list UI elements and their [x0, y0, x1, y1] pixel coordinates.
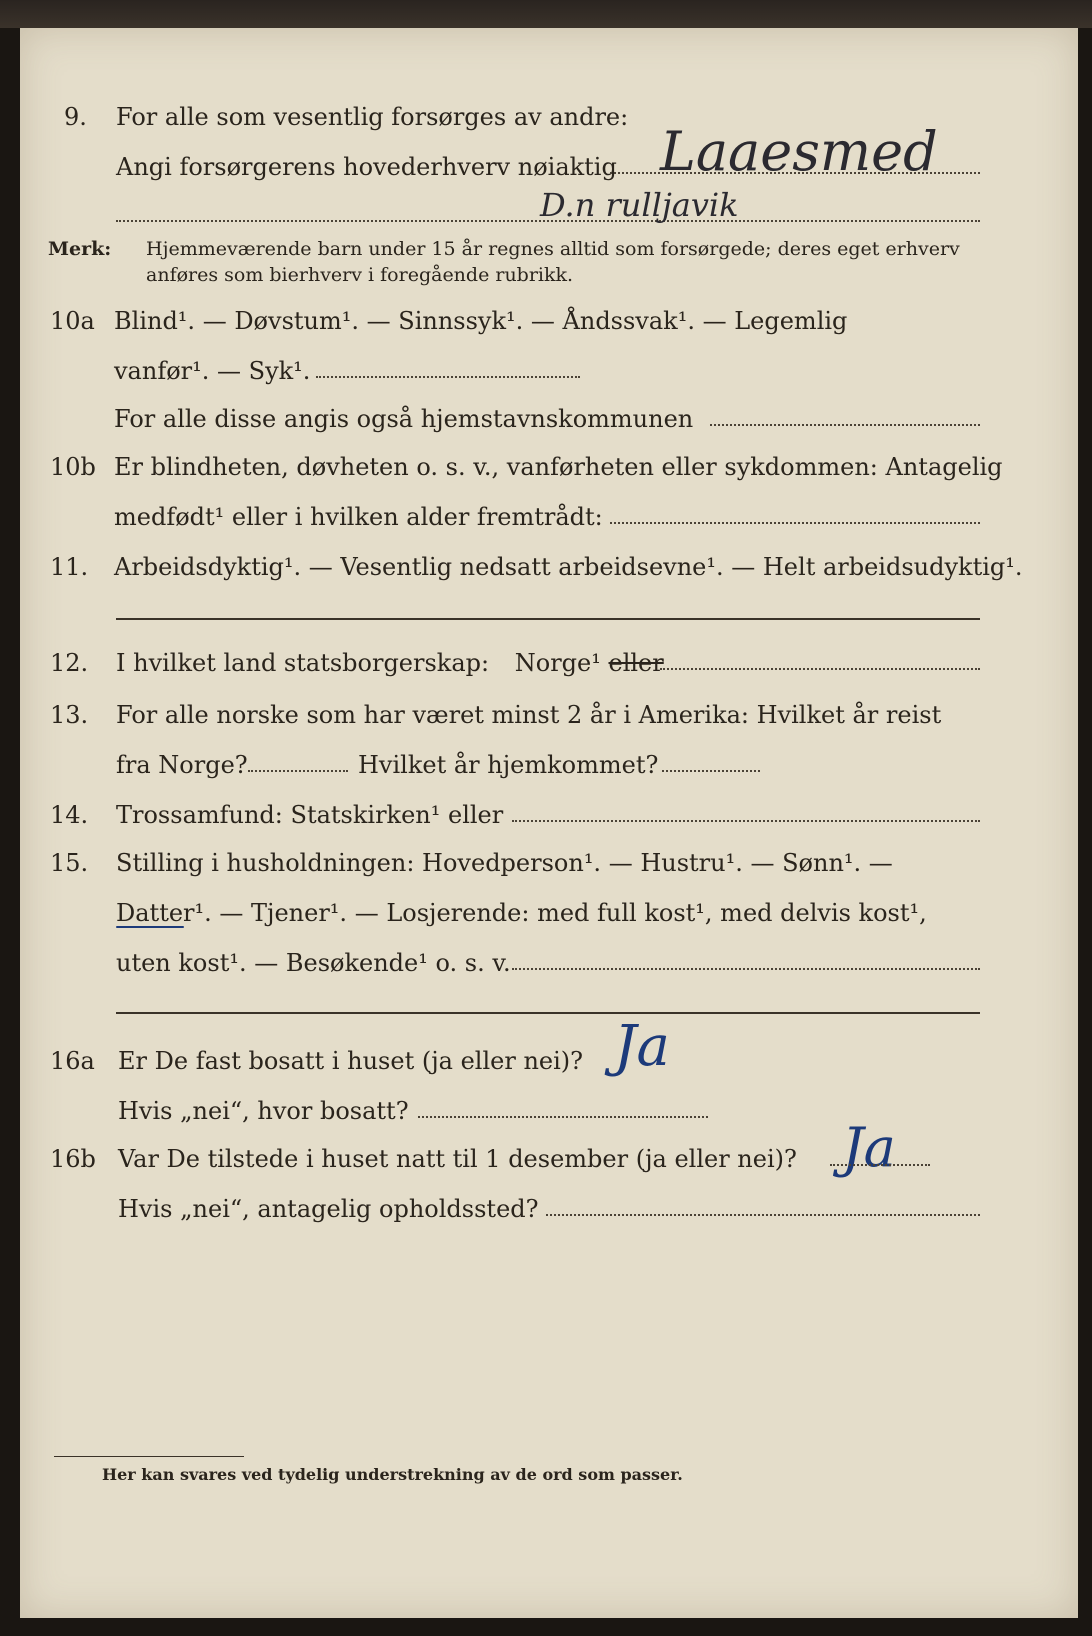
merk-line1: Hjemmeværende barn under 15 år regnes alltid som forsørgede; deres eget erhverv	[146, 238, 960, 260]
q11-line1: Arbeidsdyktig¹. — Vesentlig nedsatt arbeidsevne¹. — Helt arbeidsudyktig¹.	[114, 553, 1023, 581]
q15-line3: uten kost¹. — Besøkende¹ o. s. v.	[116, 949, 511, 977]
q15-answer-line	[512, 966, 980, 970]
q11-number: 11.	[50, 553, 89, 581]
q9-line2: Angi forsørgerens hovederhverv nøiaktig	[116, 153, 617, 181]
q10b-line1: Er blindheten, døvheten o. s. v., vanførheten eller sykdommen: Antagelig	[114, 453, 1003, 481]
q15-separator	[116, 1012, 980, 1014]
scan-border	[0, 0, 1092, 28]
q14-answer-line	[512, 818, 980, 822]
q16a-line1: Er De fast bosatt i huset (ja eller nei)?	[118, 1047, 584, 1075]
q13-line2b: Hvilket år hjemkommet?	[358, 751, 659, 779]
q16b-location-line	[546, 1212, 980, 1216]
q14-number: 14.	[50, 801, 89, 829]
q9-handwritten-occupation: Laaesmed	[660, 120, 938, 183]
q16a-handwritten-answer: Ja	[614, 1014, 670, 1079]
q9-line1: For alle som vesentlig forsørges av andre:	[116, 103, 629, 131]
q10a-line1: Blind¹. — Døvstum¹. — Sinnssyk¹. — Åndssvak¹. — Legemlig	[114, 307, 848, 335]
q12-norge: Norge¹	[514, 649, 601, 677]
q13-return-year-line	[662, 768, 760, 772]
q10b-line2: medfødt¹ eller i hvilken alder fremtrådt:	[114, 503, 603, 531]
q15-line2: Datter¹. — Tjener¹. — Losjerende: med full kost¹, med delvis kost¹,	[116, 899, 927, 927]
footnote-rule	[54, 1456, 244, 1457]
q12-eller-struck: eller	[608, 649, 664, 677]
q12-text: I hvilket land statsborgerskap:	[116, 649, 490, 677]
q12-answer-line	[660, 666, 980, 670]
q10b-answer-line	[610, 520, 980, 524]
q13-number: 13.	[50, 701, 89, 729]
census-form-page	[20, 28, 1078, 1618]
q10a-line3: For alle disse angis også hjemstavnskommunen	[114, 405, 694, 433]
q10a-line2: vanfør¹. — Syk¹.	[114, 357, 311, 385]
q16b-handwritten-answer: Ja	[842, 1116, 896, 1179]
q10a-number: 10a	[50, 307, 95, 335]
q13-line1: For alle norske som har været minst 2 år i Amerika: Hvilket år reist	[116, 701, 942, 729]
q9-handwritten-employer: D.n rulljavik	[540, 186, 739, 224]
q13-line2a: fra Norge?	[116, 751, 248, 779]
q15-line1: Stilling i husholdningen: Hovedperson¹. — Hustru¹. — Sønn¹. —	[116, 849, 893, 877]
q12-number: 12.	[50, 649, 89, 677]
q16b-line2: Hvis „nei“, antagelig opholdssted?	[118, 1195, 539, 1223]
q16a-number: 16a	[50, 1047, 95, 1075]
footnote-text: Her kan svares ved tydelig understrekning av de ord som passer.	[102, 1465, 683, 1484]
q12-line	[116, 648, 664, 678]
q16a-line2: Hvis „nei“, hvor bosatt?	[118, 1097, 409, 1125]
q16b-number: 16b	[50, 1145, 96, 1173]
q9-number: 9.	[64, 103, 87, 131]
merk-line2: anføres som bierhverv i foregående rubrikk.	[146, 264, 574, 286]
q10a-municipality-line	[710, 422, 980, 426]
q11-separator	[116, 618, 980, 620]
q16b-line1: Var De tilstede i huset natt til 1 desember (ja eller nei)?	[118, 1145, 797, 1173]
merk-label: Merk:	[48, 238, 112, 260]
q15-datter-underline	[116, 926, 184, 928]
q15-number: 15.	[50, 849, 89, 877]
q16a-answer-line	[418, 1114, 708, 1118]
q14-text: Trossamfund: Statskirken¹ eller	[116, 801, 504, 829]
q10a-answer-line	[316, 374, 580, 378]
q10b-number: 10b	[50, 453, 96, 481]
q13-departure-year-line	[248, 768, 348, 772]
q16b-answer-line	[830, 1162, 930, 1166]
